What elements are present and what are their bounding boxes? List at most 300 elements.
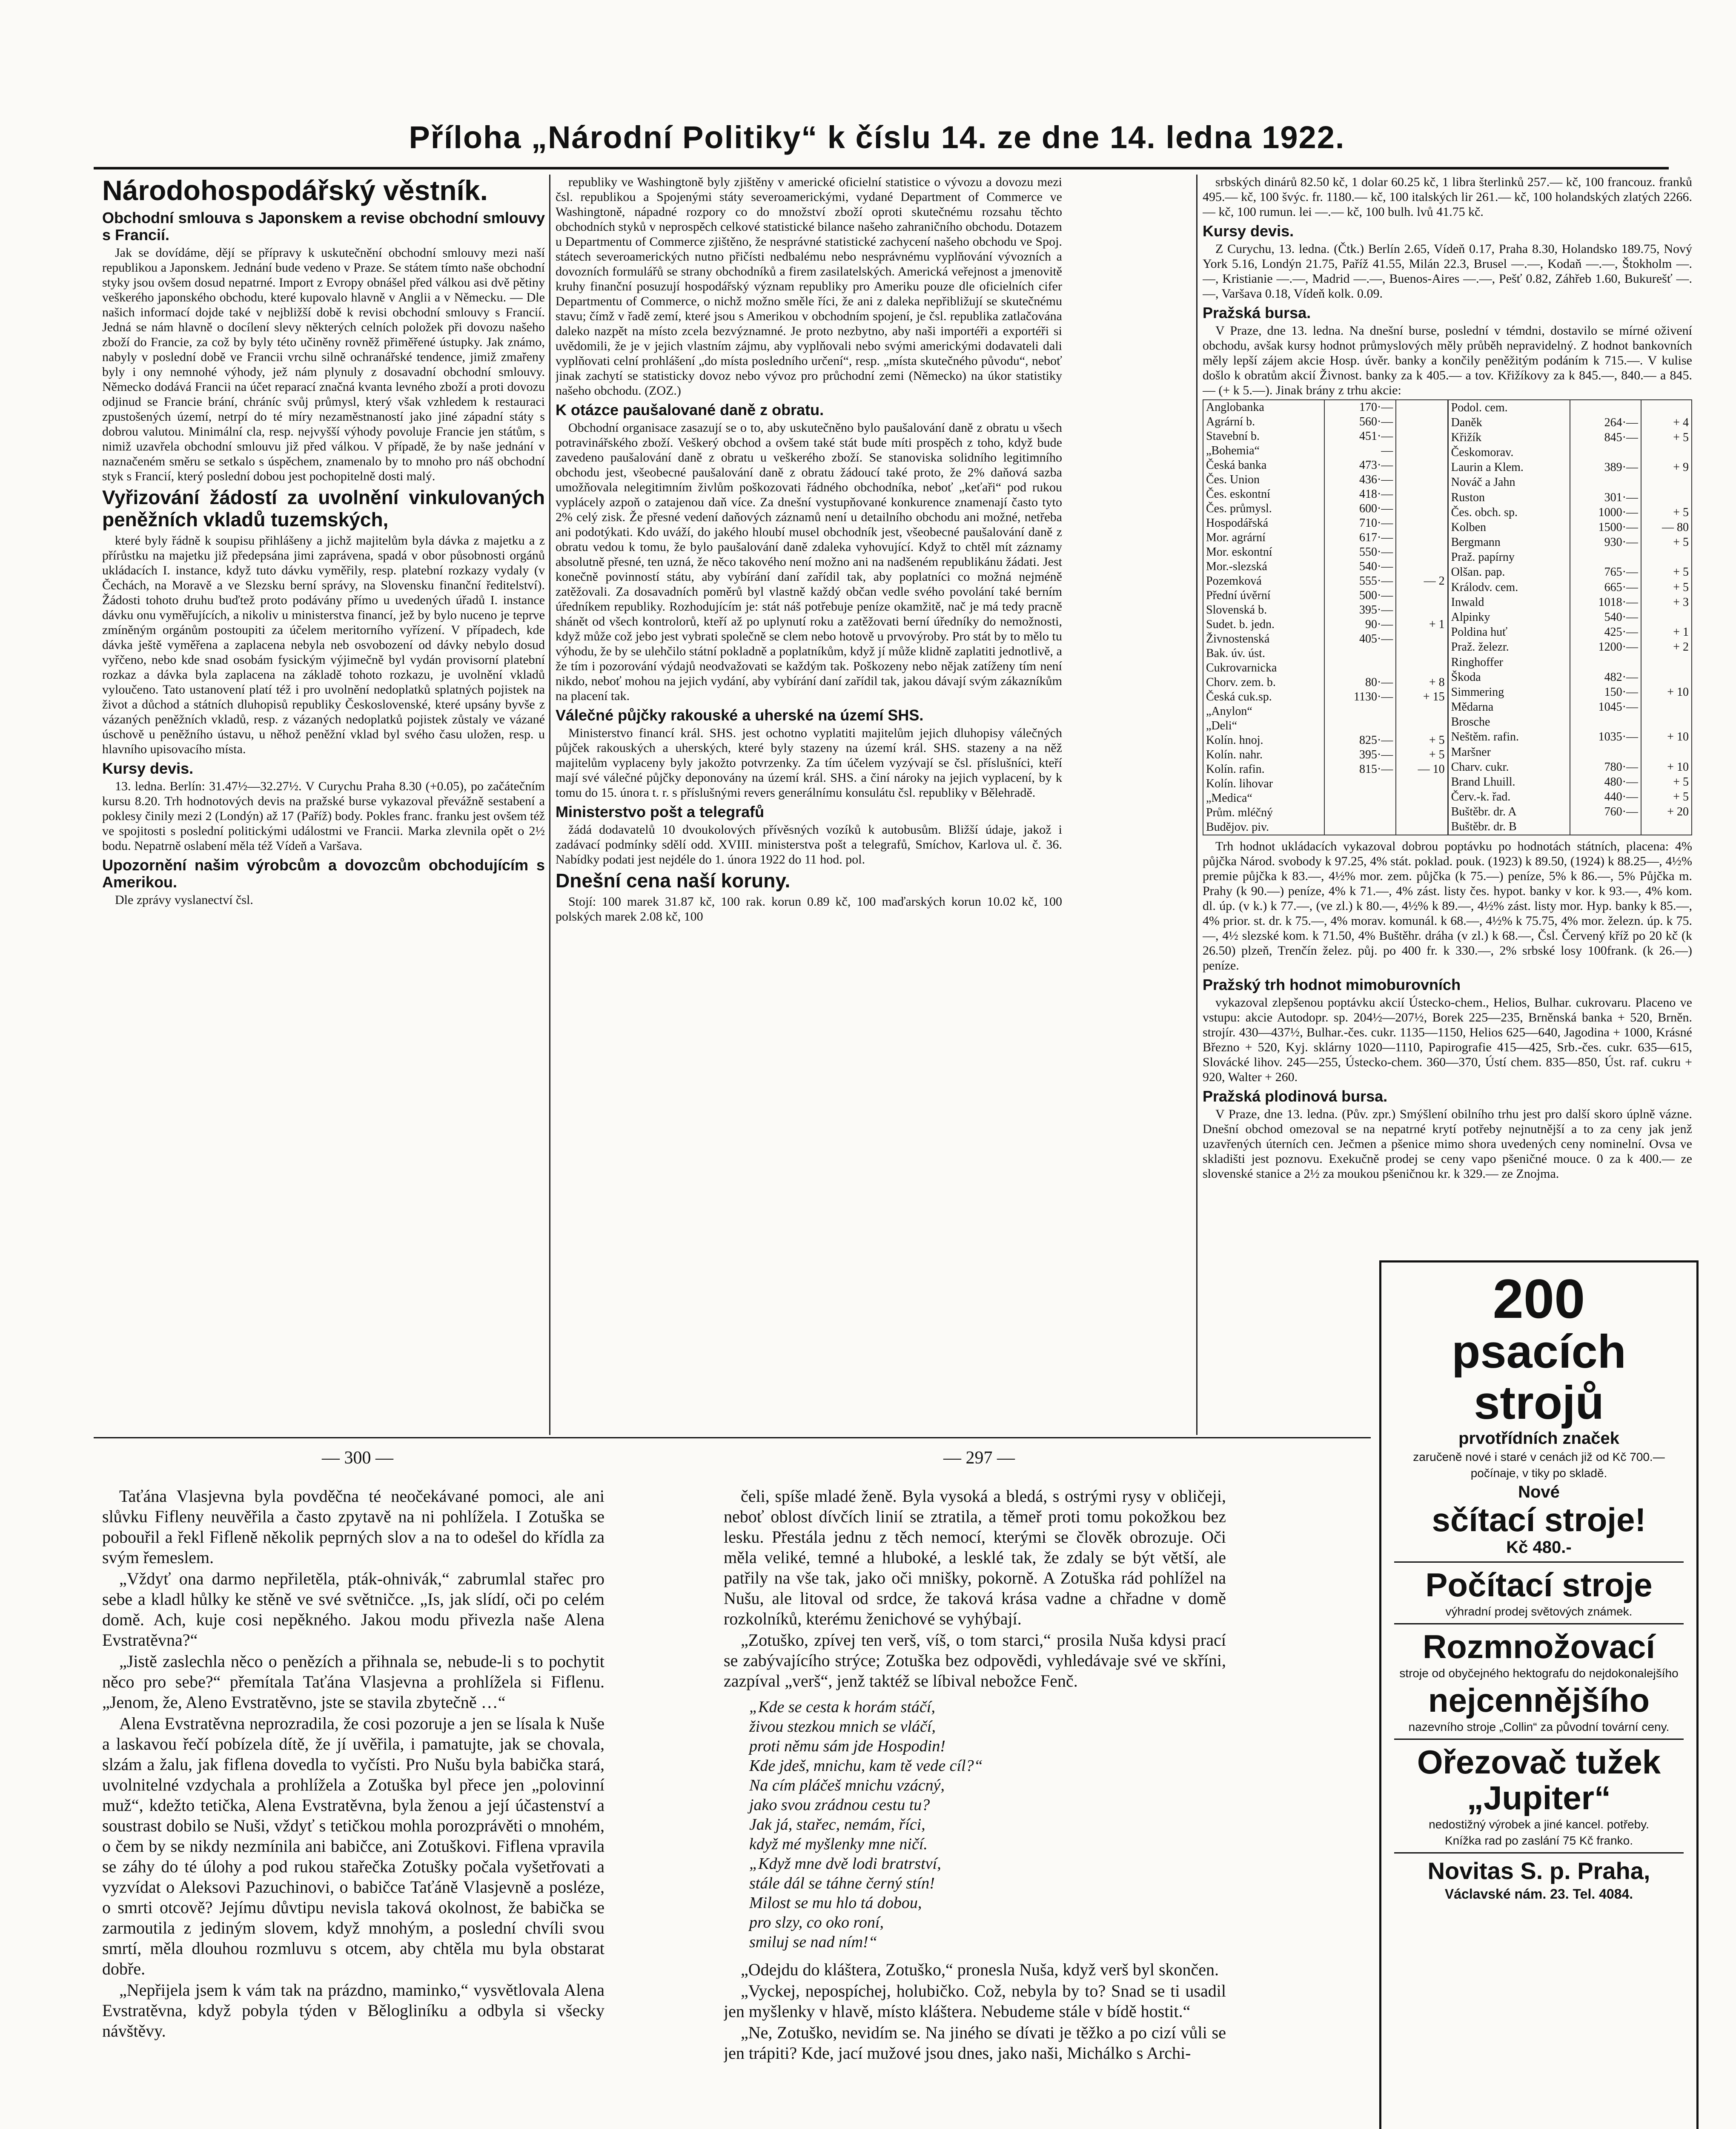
stock-price: 150·— xyxy=(1570,685,1641,700)
article-body-america-cont: republiky ve Washingtoně byly zjištěny v americké oficielní statistice o vývozu a dovozu mezi čsl. republikou a Spojenými státy severoamerickými, vydané Department of Commerce ve Washingtoně, nápadné rozpory co do množství zboží oproti skutečnému rozsahu těchto obchodních styků v neprospěch celkové statistické bilance našeho zahraničního obchodu. Dotazem u Departmentu of Commerce zjištěno, že nesprávné statistické zachycení našeho obchodu ve Spoj. státech severoamerických nutno přičísti nedbalému nebo nesprávnému vyplňování vývozních a dovozních formulářů se strany obchodníků a firem zasilatelských. Americká veřejnost a jmenovitě kruhy finanční posuzují hospodářský význam republiky pro Ameriku pouze dle oficielních cifer Departmentu of Commerce, o nichž možno směle říci, že ani z daleka nepřibližují se skutečnému stavu; čímž v řadě zemí, které jsou s Amerikou v obchodním spojení, je čsl. republika zatlačována daleko nazpět na místo zcela bezvýznamné. Je proto nezbytno, aby naši importéři a exportéři si uvědomili, že je v jejich vlastním zájmu, aby vyplňovali nebo svými americkými dodavateli dali vyplňovati celní prohlášení „do místa posledního určení“, resp. „místa skutečného původu“, neboť jinak zachytí se statisticky dovoz nebo vývoz pro průchodní zemi (Německo) na úkor statistiky našeho obchodu. (ZOZ.) xyxy=(556,175,1062,398)
novel-text-left xyxy=(102,1486,604,2129)
ad-count: 200 xyxy=(1493,1268,1585,1330)
stock-row xyxy=(1448,490,1691,505)
stock-change xyxy=(1396,588,1447,603)
stock-price: 451·— xyxy=(1324,429,1396,444)
article-body-japan: Jak se dovídáme, dějí se přípravy k uskutečnění obchodní smlouvy mezi naší republikou a Japonskem. Jednání bude vedeno v Praze. Se státem tímto naše obchodní styky jsou ovšem dosud nepatrné. Import z Evropy obnášel před válkou asi dvě pětiny veškerého japonského obchodu, které kupovalo hlavně v Anglii a v Německu. — Dle našich informací dojde také v nejbližší době k revisi obchodní smlouvy s Francií. Jedná se nám hlavně o docílení slevy některých celních položek při dovozu našeho zboží do Francie, za což by byly této učiněny rovněž přiměřené ústupky. Jak známo, nabyly v poslední době ve Francii vrchu silně ochranářské tendence, jimiž zmařeny byly i ony nemnohé výhody, jež nám plynuly z dosavadní obchodní smlouvy. Německo dodává Francii na účet reparací značná kvanta levného zboží a proti dovozu odjinud se Francie brání, chráníc svůj průmysl, který však vzhledem k restauraci zpustošených území, netrpí do té míry nezaměstnaností jako jiné západní státy s dobrou valutou. Minimální cla, resp. nejvyšší výhody povoluje Francie jen státům, s nimiž uzavřela obchodní smlouvu již před válkou. V případě, že by naše jednání v naznačeném směru se setkalo s úspěchem, znamenalo by to mnoho pro náš obchodní styk s Francií, který poslední dobou jest pochopitelně dosti malý. xyxy=(102,246,545,483)
novel-paragraph: „Zotuško, zpívej ten verš, víš, o tom starci,“ prosila Nuša kdysi prací se zabývajícího strýce; Zotuška bez odpovědi, vyhledávaje své ve skříni, zazpíval „verš“, jenž taktéž se líbival nebožce Fenč. xyxy=(724,1630,1226,1690)
ad-subtitle: prvotřídních značek xyxy=(1458,1429,1619,1448)
stock-row xyxy=(1203,762,1447,777)
page-header: Příloha „Národní Politiky“ k číslu 14. ze dne 14. ledna 1922. xyxy=(409,120,1345,155)
article-heading-post: Ministerstvo pošt a telegrafů xyxy=(556,803,765,821)
stock-price xyxy=(1570,475,1641,490)
stock-row xyxy=(1203,646,1447,661)
article-body-war-loans: Ministerstvo financí král. SHS. jest ochotno vyplatiti majitelům jejich dluhopisy válečných půjček rakouských a uherských, které byly stazeny na území král. SHS. stazeny a na něž majitelům vyplaceny byly jakožto potvrzenky. Za tím účelem vyzývají se čsl. příslušníci, kteří mají své válečné půjčky deponovány na území král. SHS. a činí nároky na jejich vyplacení, by k tomu do 15. února t. r. s příslušnými revers generálnímu konsulátu čsl. republiky v Bělehradě. xyxy=(556,726,1062,800)
stock-row xyxy=(1203,617,1447,632)
stock-row xyxy=(1203,560,1447,574)
stock-row xyxy=(1203,458,1447,473)
stock-name: Daněk xyxy=(1451,416,1482,429)
stock-row xyxy=(1448,475,1691,490)
stock-price: 765·— xyxy=(1570,565,1641,580)
stock-change xyxy=(1396,704,1447,719)
stock-change: + 5 xyxy=(1641,775,1691,789)
stock-name: Škoda xyxy=(1451,670,1481,684)
stock-change xyxy=(1641,655,1691,670)
stock-row xyxy=(1448,400,1691,415)
stock-change: + 1 xyxy=(1641,625,1691,640)
ad-address: Václavské nám. 23. Tel. 4084. xyxy=(1444,1886,1633,1902)
stock-name: Cukrovarnicka xyxy=(1206,661,1277,674)
stock-change: + 10 xyxy=(1641,760,1691,775)
stock-row xyxy=(1203,733,1447,748)
stock-price: 555·— xyxy=(1324,574,1396,588)
stock-name: Slovenská b. xyxy=(1206,603,1267,617)
stock-row xyxy=(1448,730,1691,745)
novel-paragraph: „Odejdu do kláštera, Zotuško,“ pronesla Nuša, když verš byl skončen. xyxy=(741,1960,1219,1979)
stock-row xyxy=(1448,805,1691,820)
stock-price: 80·— xyxy=(1324,675,1396,690)
column-3 xyxy=(1203,175,1692,1256)
article-heading-deposits: Vyřizování žádostí za uvolnění vinkulovaných peněžních vkladů tuzemských, xyxy=(102,486,545,531)
article-heading-produce: Pražská plodinová bursa. xyxy=(1203,1087,1388,1105)
article-body-zurich: Z Curychu, 13. ledna. (Čtk.) Berlín 2.65, Vídeň 0.17, Praha 8.30, Holandsko 189.75, Nový York 5.16, Londýn 21.75, Paříž 41.55, Milán 22.3, Brusel —.—, Kodaň —.—, Štokholm —.—, Kristianie —.—, Madrid —.—, Buenos-Aires —.—, Pešť 0.82, Záhřeb 1.60, Bukurešť —.—, Varšava 0.18, Vídeň kolk. 0.09. xyxy=(1203,242,1692,301)
novel-paragraph: „Vyckej, nepospíchej, holubičko. Což, nebyla by to? Snad se ti usadil jen myšlenky v hlavě, místo kláštera. Nebudeme stále v bídě hostit.“ xyxy=(724,1981,1226,2021)
stock-price: 930·— xyxy=(1570,535,1641,550)
column-2 xyxy=(556,175,1062,1435)
stock-name: Čes. průmysl. xyxy=(1206,502,1272,515)
stock-name: Mědarna xyxy=(1451,700,1494,714)
stock-price: 405·— xyxy=(1324,632,1396,646)
stock-price: 1000·— xyxy=(1570,505,1641,520)
ad-new: Nové xyxy=(1518,1483,1560,1501)
stock-change xyxy=(1641,445,1691,460)
article-heading-war-loans: Válečné půjčky rakouské a uherské na území SHS. xyxy=(556,706,924,724)
novel-paragraph: čeli, spíše mladé ženě. Byla vysoká a bledá, s ostrými rysy v obličeji, neboť oblost dívčích linií se ztratila, a těmeř proti tomu pokožkou bez lesku. Přestála jednu z těch nemocí, kterými se člověk obrozuje. Oči měla veliké, temné a hluboké, a lesklé tak, že zdaly se být větší, ale patřily na vše tak, jako oči mnišky, pokorně. A Zotuška rád pohlížel na Nušu, ale litoval od srdce, že taková krása vadne a chřadne v domě rozkolníků, kterému ženichové se vyhýbají. xyxy=(724,1486,1226,1628)
stock-change: + 1 xyxy=(1396,617,1447,632)
novel-paragraph: Taťána Vlasjevna byla povděčna té neočekávané pomoci, ale ani slůvku Fifleny neuvěřila a často zpytavě na ni pohlížela. I Zotuška se pobouřil a řekl Fifleně několik peprných slov a na to odešel do křídla za svým řemeslem. xyxy=(102,1486,604,1567)
stock-change xyxy=(1396,444,1447,458)
ad-stock-line: počínaje, v tiky po skladě. xyxy=(1470,1466,1607,1480)
stock-name: Čes. eskontní xyxy=(1206,488,1270,501)
stock-name: Maršner xyxy=(1451,745,1491,759)
stock-row xyxy=(1448,775,1691,789)
advertisement-novitas xyxy=(1379,1260,1699,2129)
stock-row xyxy=(1203,545,1447,560)
stock-row xyxy=(1448,789,1691,804)
stock-change xyxy=(1641,670,1691,685)
section-rule xyxy=(94,1437,1371,1438)
ad-most-valuable: nejcennějšího xyxy=(1428,1681,1650,1719)
stock-name: Stavební b. xyxy=(1206,430,1260,443)
stock-name: Čes. Union xyxy=(1206,473,1260,486)
stock-change xyxy=(1641,820,1691,835)
stock-row xyxy=(1448,640,1691,655)
stock-price: 418·— xyxy=(1324,487,1396,502)
stock-change: + 5 xyxy=(1641,565,1691,580)
stock-name: „Anylon“ xyxy=(1206,705,1252,718)
stock-price: 1018·— xyxy=(1570,595,1641,610)
stock-change: + 10 xyxy=(1641,730,1691,745)
stock-price: 301·— xyxy=(1570,490,1641,505)
stock-name: Kolín. nahr. xyxy=(1206,748,1263,761)
stock-name: Simmering xyxy=(1451,685,1504,699)
stock-change xyxy=(1641,475,1691,490)
stock-price xyxy=(1324,820,1396,835)
stock-change: + 5 xyxy=(1641,535,1691,550)
ad-booklet-note: Knížka rad po zaslání 75 Kč franko. xyxy=(1444,1834,1633,1847)
stock-change xyxy=(1396,603,1447,617)
stock-change xyxy=(1396,545,1447,560)
stock-row xyxy=(1203,516,1447,531)
stock-price: 845·— xyxy=(1570,430,1641,445)
ad-duplicators: Rozmnožovací xyxy=(1422,1628,1656,1665)
stock-name: Alpinky xyxy=(1451,610,1490,624)
stock-row xyxy=(1203,502,1447,516)
article-heading-bourse: Pražská bursa. xyxy=(1203,304,1311,321)
stock-price: 482·— xyxy=(1570,670,1641,685)
stock-name: Ringhoffer xyxy=(1451,655,1503,669)
stock-price: 760·— xyxy=(1570,805,1641,820)
stock-row xyxy=(1203,675,1447,690)
stock-row xyxy=(1448,595,1691,610)
stock-name: Sudet. b. jedn. xyxy=(1206,618,1275,631)
article-body-tax: Obchodní organisace zasazují se o to, aby uskutečněno bylo paušalování daně z obratu u všech potravinářského zboží. Veškerý obchod a ovšem také stát bude míti prospěch z toho, když bude zavedeno paušalování daně z obratu u veškerého zboží. Se stanoviska solidního legitimního obchodu jest, všeobecné paušalování daně z obratu žádoucí také proto, že 2% daňová sazba umožňovala nelegitimním živlům poškozovati řádného obchodníka, neboť „keťaři“ pod rukou vyplácely azpoň o zatajenou daň více. Za dnešní vystupňované konkurence znamenají často tyto 2% celý zisk. Že přesné vedení daňových záznamů není u detailního obchodu ani možné, netřeba ani podotýkati. Kdo uváží, do jakého hloubí musel obchodník jest, všeobecné paušalování daně z obratu vedou k tomu, že bylo paušalování daně zdaleka vyhovující. Když to chtěl mít záznamy absolutně přesné, ten uzná, že něco takového není možno ani na nadšeném republikánu žádati. Jest konečně povinností státu, aby vybírání daní zařídil tak, aby poplatníci co možná nejméně zatěžovali. Za dosavadních poměrů byl vlastně každý občan vedle svého povolání také berním úředníkem republiky. Rozhodujícím je: stát náš potřebuje peníze okamžitě, nač je má tedy pracně shánět od všech kontrolorů, kteří až po uplynutí roku a zatěžovati berní úředníky do nemožnosti, když může což jebo jest vybrati společně se clem nebo hotově u prvovýroby. Pro stát by to mělo tu výhodu, že by se ulehčilo státní pokladně a poplatníkům, když jí může klidně zaplatiti jednotlivě, a že tím i pozorování výdajů neodvažovati se každým tak. Poškozeny nebo nějak zatíženy tím není nikdo, neboť mohou na jejich vydání, aby vybírání daní zařídil tak, jakou dávají svým zákazníkům na placení tak. xyxy=(556,421,1062,703)
stock-change: + 15 xyxy=(1396,690,1447,704)
stock-name: Neštěm. rafin. xyxy=(1451,730,1519,744)
stock-row xyxy=(1203,531,1447,545)
stock-change: — 2 xyxy=(1396,574,1447,588)
stock-name: Čes. obch. sp. xyxy=(1451,505,1518,519)
stock-change xyxy=(1396,719,1447,733)
article-body-america: Dle zprávy vyslanectví čsl. xyxy=(115,893,253,907)
article-heading-exchange: Kursy devis. xyxy=(102,760,194,777)
stock-table-right xyxy=(1447,400,1691,835)
article-heading-japan: Obchodní smlouva s Japonskem a revise obchodní smlouvy s Francií. xyxy=(102,209,545,244)
stock-name: Buštěbr. dr. B xyxy=(1451,820,1517,834)
stock-name: Praž. papírny xyxy=(1451,551,1515,564)
novel-page-number-left: — 300 — xyxy=(322,1448,393,1468)
stock-change xyxy=(1396,791,1447,806)
ad-adding-machines: sčítací stroje! xyxy=(1432,1501,1646,1538)
stock-change: + 3 xyxy=(1641,595,1691,610)
ad-headline: psacích xyxy=(1452,1326,1626,1378)
ad-divider xyxy=(1394,1852,1684,1854)
stock-change xyxy=(1396,516,1447,531)
column-divider xyxy=(1196,175,1197,1435)
stock-name: Kolben xyxy=(1451,520,1487,534)
stock-row xyxy=(1448,580,1691,595)
article-heading-tax: K otázce paušalované daně z obratu. xyxy=(556,401,824,419)
stock-price: 395·— xyxy=(1324,748,1396,762)
stock-change xyxy=(1641,490,1691,505)
stock-change xyxy=(1396,777,1447,791)
stock-name: „Medica“ xyxy=(1206,792,1252,805)
stock-change: — 10 xyxy=(1396,762,1447,777)
stock-price: 550·— xyxy=(1324,545,1396,560)
stock-name: Červ.-k. řad. xyxy=(1451,790,1511,804)
stock-name: Mor.-slezská xyxy=(1206,560,1267,573)
stock-name: Králodv. cem. xyxy=(1451,580,1518,594)
stock-row xyxy=(1448,700,1691,714)
stock-price: 473·— xyxy=(1324,458,1396,473)
stock-table-left xyxy=(1203,400,1447,835)
stock-price xyxy=(1570,820,1641,835)
stock-name: Charv. cukr. xyxy=(1451,760,1509,774)
stock-price: 480·— xyxy=(1570,775,1641,789)
ad-collin-note: nazevního stroje „Collin“ za původní tovární ceny. xyxy=(1408,1720,1670,1733)
ad-duplicators-note: stroje od obyčejného hektografu do nejdokonalejšího xyxy=(1399,1667,1679,1680)
stock-row xyxy=(1448,430,1691,445)
article-body-bonds: Trh hodnot ukládacích vykazoval dobrou poptávku po hodnotách státních, placena: 4% půjčka Národ. svobody k 97.25, 4% stát. poklad. pouk. (1923) k 89.50, (1924) k 88.25—, 4½% premie půjčka k 83.—, 4½% mor. zem. půjčka (k 75.—) peníze, 5% k 86.—, 5% Půjčka m. Prahy (k 90.—) peníze, 4% k 71.—, 4% zást. listy čes. hypot. banky v kor. k 93.—, 4% kom. dl. úp. (v k.) k 77.—, (ve zl.) k 80.—, 4½% k 89.—, 4½% zást. listy mor. Hyp. banky k 85.—, 4% prior. st. dr. k 75.—, 4% morav. komunál. k 68.—, 4½% k 75.75, 4% mor. železn. úp. k 75.—, 4½ slezské kom. k 71.50, 4% Buštěhr. dráha (v zl.) k 68.—, Čsl. Červený kříž po 20 kč (k 26.50) plzeň, Trenčín želez. půj. po 400 fr. k 330.—, 2% srbské losy 100frank. (k 26.—) peníze. xyxy=(1203,839,1692,973)
novel-paragraph: „Jistě zaslechla něco o penězích a přihnala se, nebude-li s to pochytit něco pro sebe?“ přemítala Taťána Vlasjevna a prohlížela si Fiflenu. „Jenom, že, Aleno Evstratěvno, jste se stavila zbytečně …“ xyxy=(102,1652,604,1712)
stock-name: Nováč a Jahn xyxy=(1451,476,1515,489)
stock-name: Praž. železr. xyxy=(1451,640,1509,654)
ad-adding-price: Kč 480.- xyxy=(1506,1538,1572,1557)
stock-price: — xyxy=(1324,444,1396,458)
stock-price xyxy=(1570,550,1641,565)
stock-name: Prům. mléčný xyxy=(1206,806,1273,819)
stock-price: 389·— xyxy=(1570,460,1641,475)
stock-row xyxy=(1203,400,1447,415)
stock-change xyxy=(1396,458,1447,473)
stock-price: 825·— xyxy=(1324,733,1396,748)
ad-headline-2: strojů xyxy=(1474,1377,1604,1429)
stock-name: Kolín. rafin. xyxy=(1206,763,1265,776)
stock-change xyxy=(1641,745,1691,760)
stock-price xyxy=(1324,661,1396,675)
stock-row xyxy=(1448,565,1691,580)
ad-calculators-note: výhradní prodej světových známek. xyxy=(1445,1605,1633,1618)
stock-row xyxy=(1448,745,1691,760)
stock-change xyxy=(1641,610,1691,625)
stock-name: Brand Lhuill. xyxy=(1451,775,1515,789)
stock-name: Bergmann xyxy=(1451,536,1501,549)
stock-row xyxy=(1448,505,1691,520)
stock-row xyxy=(1448,670,1691,685)
stock-row xyxy=(1448,550,1691,565)
ad-price-line: zaručeně nové i staré v cenách již od Kč 700.— xyxy=(1413,1450,1665,1463)
stock-change: + 5 xyxy=(1641,580,1691,595)
stock-change xyxy=(1396,473,1447,487)
stock-row xyxy=(1203,574,1447,588)
stock-row xyxy=(1448,760,1691,775)
stock-price: 1200·— xyxy=(1570,640,1641,655)
article-heading-otc: Pražský trh hodnot mimoburovních xyxy=(1203,976,1461,993)
stock-price: 1035·— xyxy=(1570,730,1641,745)
stock-change: — 80 xyxy=(1641,520,1691,535)
stock-name: Buštěbr. dr. A xyxy=(1451,805,1517,819)
stock-row xyxy=(1203,806,1447,820)
stock-price: 710·— xyxy=(1324,516,1396,531)
stock-name: Křižík xyxy=(1451,430,1482,444)
stock-change xyxy=(1396,400,1447,415)
stock-price: 617·— xyxy=(1324,531,1396,545)
stock-row xyxy=(1448,625,1691,640)
stock-change xyxy=(1396,632,1447,646)
stock-price: 264·— xyxy=(1570,415,1641,430)
stock-row xyxy=(1448,610,1691,625)
column-divider xyxy=(549,175,550,1435)
stock-change xyxy=(1641,715,1691,730)
ad-divider xyxy=(1394,1623,1684,1624)
stock-price xyxy=(1324,791,1396,806)
stock-name: Kolín. hnoj. xyxy=(1206,734,1263,747)
stock-change: + 4 xyxy=(1641,415,1691,430)
stock-change xyxy=(1641,400,1691,415)
stock-name: Inwald xyxy=(1451,595,1484,609)
stock-name: Olšan. pap. xyxy=(1451,565,1505,579)
stock-name: Česká cuk.sp. xyxy=(1206,690,1272,703)
stock-price: 540·— xyxy=(1324,560,1396,574)
stock-price: 540·— xyxy=(1570,610,1641,625)
novel-paragraph: „Nepřijela jsem k vám tak na prázdno, maminko,“ vysvětlovala Alena Evstratěvna, když pobyla týden v Bělogliníku a odbyla si všecky návštěvy. xyxy=(102,1980,604,2040)
stock-row xyxy=(1203,415,1447,429)
stock-change xyxy=(1396,415,1447,429)
novel-text-right xyxy=(724,1486,1226,2129)
stock-row xyxy=(1448,820,1691,835)
stock-row xyxy=(1203,603,1447,617)
stock-change xyxy=(1641,700,1691,714)
stock-row xyxy=(1203,704,1447,719)
stock-price: 600·— xyxy=(1324,502,1396,516)
stock-name: Mor. agrární xyxy=(1206,531,1266,544)
stock-price xyxy=(1570,715,1641,730)
stock-row xyxy=(1203,748,1447,762)
stock-price: 1130·— xyxy=(1324,690,1396,704)
stock-change: + 8 xyxy=(1396,675,1447,690)
stock-price: 560·— xyxy=(1324,415,1396,429)
stock-row xyxy=(1448,535,1691,550)
stock-name: Živnostenská xyxy=(1206,632,1270,646)
stock-row xyxy=(1203,719,1447,733)
article-body-post: žádá dodavatelů 10 dvoukolových přívěsných vozíků k autobusům. Bližší údaje, jakož i zadávací podmínky sdělí odd. XVIII. ministerstva pošt a telegrafů, Smíchov, Karlova ul. č. 36. Nabídky podati jest nejdéle do 1. února 1922 do 11 hod. pol. xyxy=(556,823,1062,867)
stock-row xyxy=(1448,415,1691,430)
column-1 xyxy=(102,175,545,1435)
stock-price: 1500·— xyxy=(1570,520,1641,535)
stock-change xyxy=(1396,560,1447,574)
stock-name: Mor. eskontní xyxy=(1206,545,1272,559)
stock-name: Laurin a Klem. xyxy=(1451,461,1524,474)
ad-sharpener: Ořezovač tužek xyxy=(1417,1743,1661,1781)
stock-row xyxy=(1203,791,1447,806)
stock-row xyxy=(1448,655,1691,670)
stock-price: 815·— xyxy=(1324,762,1396,777)
stock-name: Česká banka xyxy=(1206,459,1267,472)
stock-price: 395·— xyxy=(1324,603,1396,617)
stock-name: Chorv. zem. b. xyxy=(1206,676,1276,689)
stock-price: 425·— xyxy=(1570,625,1641,640)
stock-change: + 2 xyxy=(1641,640,1691,655)
stock-row xyxy=(1448,445,1691,460)
ad-divider xyxy=(1394,1561,1684,1563)
stock-name: Českomorav. xyxy=(1451,446,1514,459)
stock-price: 665·— xyxy=(1570,580,1641,595)
stock-change: + 10 xyxy=(1641,685,1691,700)
article-heading-zurich: Kursy devis. xyxy=(1203,222,1294,240)
stock-price xyxy=(1324,806,1396,820)
stock-row xyxy=(1203,487,1447,502)
stock-price xyxy=(1324,704,1396,719)
stock-change: + 5 xyxy=(1396,733,1447,748)
article-body-deposits: které byly řádně k soupisu přihlášeny a jichž majitelům byla dávka z majetku a z přírůstku na majetku již předepsána jimi zaprávena, spadá v obor působnosti orgánů ukládacích I. instance, když tuto dávku vyměřily, resp. platební rozkazy vydaly (v Čechách, na Moravě a ve Slezsku berní správy, na Slovensku finanční ředitelství). Žádosti tohoto druhu buďtež proto podávány přímo u uvedených úřadů I. instance dávku onu vyměřujících, a nikoliv u ministerstva financí, jež by bylo nuceno je teprve zmíněným orgánům postoupiti za účelem meritorního vyřízení. V případech, kde dávka ještě vyměřena a zaplacena nebyla neb osvobození od dávky nebylo dosud vyřčeno, nebo kde snad osobám fysickým výjimečně byl vydán provisorní platební rozkaz a dávka byla zaplacena na základě tohoto rozkazu, je uvolnění vkladů vyloučeno. Tato ustanovení platí též i pro uvolnění nedoplatků splatných pojistek na život a důchod a státních dluhopisů republiky Československé, které upsány byvše z vázaných peněžních vkladů, resp. z vázaných nedoplatků pojistek zůstaly ve vázané úschově u peněžního ústavu, u něhož peněžní vklad byl svého času uložen, resp. u hlavního upisovacího místa. xyxy=(102,534,545,756)
ad-company: Novitas S. p. Praha, xyxy=(1427,1857,1650,1884)
stock-row xyxy=(1203,661,1447,675)
stock-name: Agrární b. xyxy=(1206,415,1255,428)
stock-price xyxy=(1570,400,1641,415)
stock-change xyxy=(1396,806,1447,820)
stock-change xyxy=(1396,502,1447,516)
stock-change xyxy=(1396,429,1447,444)
stock-name: Bak. úv. úst. xyxy=(1206,647,1265,660)
stock-price: 436·— xyxy=(1324,473,1396,487)
stock-change: + 9 xyxy=(1641,460,1691,475)
stock-change: + 5 xyxy=(1641,789,1691,804)
novel-paragraph: Alena Evstratěvna neprozradila, že cosi pozoruje a jen se lísala k Nuše a laskavou řečí pobízela dítě, že jí uvěřila, i pamatujte, jak se chovala, slzám a žalu, jak fiflena dovedla to vyčísti. Pro Nušu byla babička stará, uvolnitelné vzdychala a prohlížela a Zotuška byl přece jen „polovinní muž“, kdežto tetička, Alena Evstratěvna, byla ženou a její účastenství a soustrast dobilo se Nuši, vždyť s tetičkou mohla porozprávěti o mnohém, o čem by se nikdy nezmínila ani babičce, ani Zotuškovi. Fiflena vpravila se záhy do té úlohy a pod rukou stařečka Zotušky počala vyšetřovati a vyzvídat o Aleksovi Pazuchinovi, o babičce Taťáně Vlasjevně a posléze, o smrti otcově? Jejímu důvtipu nevisla taková okolnost, že babička se zarmoutila z jediným slovem, když mnohým, a poslední chvíli svou smrtí, měla dlouhou rozmluvu s otcem, aby chtěla mu byla obstarat dobře. xyxy=(102,1714,604,1978)
ad-jupiter: „Jupiter“ xyxy=(1467,1779,1611,1816)
novel-poem: „Kde se cesta k horám stáčí, živou stezkou mnich se vláčí, proti němu sám jde Hospodin! Kde jdeš, mnichu, kam tě vede cíl?“ Na cím pláčeš mnichu vzácný, jako svou zrádnou cestu tu? Jak já, stařec, nemám, říci, když mé myšlenky mne ničí. „Když mne dvě lodi bratrství, stále dál se táhne černý stín! Milost se mu hlo tá dobou, pro slzy, co oko roní, smiluj se nad ním!“ xyxy=(749,1698,983,1951)
stock-price: 500·— xyxy=(1324,588,1396,603)
stock-change xyxy=(1396,487,1447,502)
stock-name: Ruston xyxy=(1451,491,1485,504)
stock-row xyxy=(1203,473,1447,487)
stock-row xyxy=(1203,820,1447,835)
stock-name: Podol. cem. xyxy=(1451,401,1508,414)
section-title: Národohospodářský věstník. xyxy=(102,175,488,206)
stock-row xyxy=(1448,685,1691,700)
stock-row xyxy=(1203,690,1447,704)
stock-change xyxy=(1396,661,1447,675)
stock-row xyxy=(1203,429,1447,444)
stock-name: Brosche xyxy=(1451,715,1490,729)
stock-change xyxy=(1396,820,1447,835)
article-body-koruna-cont: srbských dinárů 82.50 kč, 1 dolar 60.25 kč, 1 libra šterlinků 257.— kč, 100 francouz. franků 495.— kč, 100 švýc. fr. 1180.— kč, 100 italských lir 261.— kč, 100 holandských zlatých 2266.— kč, 100 rumun. lei —.— kč, 100 bulh. lvů 41.75 kč. xyxy=(1203,175,1692,219)
article-body-exchange: 13. ledna. Berlín: 31.47½—32.27½. V Curychu Praha 8.30 (+0.05), po začátečním kursu 8.20. Trh hodnotových devis na pražské burse vykazoval převážně sestabení a poklesy činily mezi 2 (Londýn) až 17 (Paříž) body. Pokles franc. franku jest ovšem též ve spojitosti s poslední politickými událostmi ve Francii. Marka zlevnila opět o 2½ bodu. Nepatrně oslabení měla též Vídeň a Varšava. xyxy=(102,779,545,853)
article-body-produce: V Praze, dne 13. ledna. (Pův. zpr.) Smýšlení obilního trhu jest pro další skoro úplně vázne. Dnešní obchod omezoval se na nepatrné krytí potřeby nejnutnější a to za ceny jak jenž uzavřených úterních cen. Ječmen a pšenice mimo shora uvedených ceny nominelní. Ovsa ve skladišti jest poznovu. Exekučně prodej se ceny vapo pšeničné mouce. 0 za k 400.— ze slovenské stanice a 2½ za moukou pšeničnou kr. k 329.— ze Znojma. xyxy=(1203,1107,1692,1181)
ad-calculators: Počítací stroje xyxy=(1425,1566,1653,1604)
stock-price xyxy=(1570,655,1641,670)
stock-row xyxy=(1203,444,1447,458)
stock-price xyxy=(1324,777,1396,791)
novel-paragraph: „Vždyť ona darmo nepřiletěla, pták-ohnivák,“ zabrumlal stařec pro sebe a kladl hůlky ke stěně ve své světničce. „Is, jak slídí, oči po celém domě. Ach, kuje cosi nepěkného. Jakou modu přivezla naše Alena Evstratěvna?“ xyxy=(102,1569,604,1650)
article-body-koruna: Stojí: 100 marek 31.87 kč, 100 rak. korun 0.89 kč, 100 maďarských korun 10.02 kč, 100 polských marek 2.08 kč, 100 xyxy=(556,895,1062,924)
novel-paragraph: „Ne, Zotuško, nevidím se. Na jiného se dívati je těžko a po cizí vůli se jen trápiti? Kde, jací mužové jsou dnes, jako naši, Michálko s Archi- xyxy=(724,2023,1226,2063)
stock-name: Kolín. lihovar xyxy=(1206,777,1273,790)
ad-divider xyxy=(1394,1739,1684,1740)
stock-change xyxy=(1396,531,1447,545)
stock-price: 440·— xyxy=(1570,789,1641,804)
stock-name: Budějov. piv. xyxy=(1206,821,1269,834)
stock-change: + 20 xyxy=(1641,805,1691,820)
stock-change: + 5 xyxy=(1641,430,1691,445)
stock-price xyxy=(1570,745,1641,760)
stock-price: 1045·— xyxy=(1570,700,1641,714)
stock-name: „Bohemia“ xyxy=(1206,444,1260,457)
stock-price: 170·— xyxy=(1324,400,1396,415)
stock-row xyxy=(1448,715,1691,730)
novel-page-number-right: — 297 — xyxy=(943,1448,1015,1468)
stock-table xyxy=(1203,399,1692,835)
stock-price: 90·— xyxy=(1324,617,1396,632)
stock-name: Přední úvěrní xyxy=(1206,589,1271,602)
stock-row xyxy=(1448,460,1691,475)
stock-price xyxy=(1570,445,1641,460)
stock-row xyxy=(1203,777,1447,791)
stock-change: + 5 xyxy=(1396,748,1447,762)
stock-price: 780·— xyxy=(1570,760,1641,775)
stock-name: Anglobanka xyxy=(1206,401,1264,414)
stock-change xyxy=(1641,550,1691,565)
article-body-otc: vykazoval zlepšenou poptávku akcií Ústecko-chem., Helios, Bulhar. cukrovaru. Placeno ve vstupu: akcie Autodopr. sp. 204½—207½, Borek 225—235, Brněnská banka + 520, Brněn. strojír. 430—437½, Bulhar.-čes. cukr. 1135—1150, Helios 625—640, Jagodina + 1000, Krásné Březno + 520, Kyj. sklárny 1020—1110, Papirografie 415—425, Srb.-čes. cukr. 635—615, Slovácké lihov. 245—255, Ústecko-chem. 360—370, Ústí chem. 835—850, Úst. raf. cukru + 920, Walter + 260. xyxy=(1203,996,1692,1084)
